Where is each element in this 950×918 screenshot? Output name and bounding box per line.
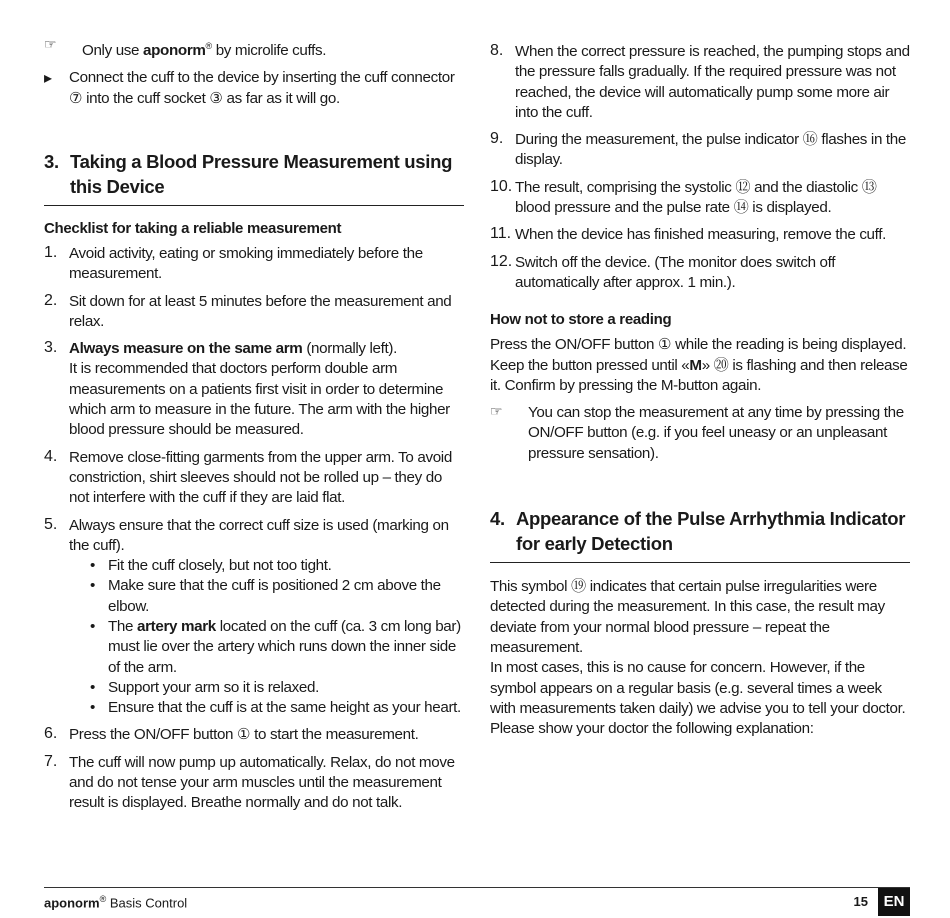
item-text: Switch off the device. (The monitor does switch off automatically after approx. 1 min.). (515, 253, 836, 291)
item-number: 8. (490, 42, 504, 59)
list-item (44, 292, 464, 333)
list-item (490, 42, 910, 123)
list-item (490, 225, 910, 245)
note1-text-a: Only use (82, 42, 144, 60)
item-text: When the device has finished measuring, remove the cuff. (515, 226, 886, 244)
item-number: 1. (44, 243, 58, 261)
page-number: 15 (853, 894, 868, 909)
dot-icon: • (90, 577, 95, 595)
note-row (490, 403, 910, 464)
artery-mark-bold: artery mark (137, 618, 216, 635)
store-paragraph: Press the ON/OFF button ① while the reading is being displayed. Keep the button pressed until «M» ⑳ is flashing and then release it. Confirm by pressing the M-button again. (490, 336, 908, 394)
page-footer (44, 887, 910, 911)
item-text: Sit down for at least 5 minutes before the measurement and relax. (69, 292, 452, 330)
item-text: It is recommended that doctors perform double arm measurements on a patients first visit in order to determine which arm to measure in the future. The arm with the higher blood pressure should be measured. (69, 360, 450, 439)
section-4-heading (490, 506, 910, 563)
item-number: 7. (44, 752, 58, 770)
item-number: 6. (44, 725, 58, 743)
section-4-number: 4. (490, 508, 505, 530)
list-item (490, 253, 910, 294)
right-column (490, 42, 910, 739)
footer-product: aponorm® Basis Control (44, 894, 188, 911)
stop-measurement-note: You can stop the measurement at any time by pressing the ON/OFF button (e.g. if you feel uneasy or an unpleasant pressure sensation). (528, 404, 904, 462)
section-3-number: 3. (44, 150, 59, 172)
item-number: 5. (44, 515, 58, 533)
list-item (44, 339, 464, 440)
item-text: Press the ON/OFF button ① to start the measurement. (69, 726, 419, 744)
list-item (44, 516, 464, 719)
list-item: • Fit the cuff closely, but not too tight. (90, 556, 464, 576)
item-text: The cuff will now pump up automatically. Relax, do not move and do not tense your arm muscles until the measurement result is displayed. Breathe normally and do not talk. (69, 753, 455, 812)
checklist-title: Checklist for taking a reliable measurement (44, 219, 342, 237)
section-3-heading (44, 149, 464, 206)
item-text: Remove close-fitting garments from the upper arm. To avoid constriction, shirt sleeves should not be rolled up – they do not interfere with the cuff if they are laid flat. (69, 448, 452, 507)
pointing-hand-icon: ☞ (490, 403, 503, 420)
m-bold: M (689, 356, 702, 374)
arrhythmia-paragraph-1: This symbol ⑲ indicates that certain pulse irregularities were detected during the measurement. In this case, the result may deviate from your normal blood pressure – repeat the measurement. (490, 578, 885, 656)
list-item: • Ensure that the cuff is at the same height as your heart. (90, 698, 464, 718)
list-item: • Support your arm so it is relaxed. (90, 678, 464, 698)
list-item (44, 244, 464, 285)
same-arm-bold: Always measure on the same arm (69, 340, 303, 358)
item-text: During the measurement, the pulse indicator ⑯ flashes in the display. (515, 131, 906, 169)
connect-cuff-text: Connect the cuff to the device by inserting the cuff connector ⑦ into the cuff socket ③ as far as it will go. (69, 69, 455, 107)
item-number: 9. (490, 130, 504, 148)
arrow-row (44, 68, 464, 109)
item-text: (normally left). (302, 340, 397, 358)
dot-icon: • (90, 678, 95, 696)
left-column (44, 36, 464, 814)
list-item: • The artery mark located on the cuff (ca. 3 cm long bar) must lie over the artery which runs down the inner side of the arm. (90, 617, 464, 678)
list-item: • Make sure that the cuff is positioned 2 cm above the elbow. (90, 576, 464, 617)
footer-brand: aponorm (44, 895, 100, 911)
cuff-bullet-list (90, 556, 464, 718)
pointing-hand-icon: ☞ (44, 36, 57, 52)
section-4-title: Appearance of the Pulse Arrhythmia Indicator for early Detection (516, 508, 906, 555)
item-number: 2. (44, 291, 58, 309)
item-text: When the correct pressure is reached, the pumping stops and the pressure falls gradually. If the required pressure was not reached, the device will automatically pump some more air into the cuff. (515, 43, 910, 121)
item-text: The result, comprising the systolic ⑫ and the diastolic ⑬ blood pressure and the pulse rate ⑭ is displayed. (515, 178, 877, 217)
arrhythmia-paragraph-2: In most cases, this is no cause for concern. However, if the symbol appears on a regular basis (e.g. several times a week with measurements taken daily) we advise you to tell your doctor. (490, 659, 906, 717)
item-text: Avoid activity, eating or smoking immediately before the measurement. (69, 244, 423, 283)
dot-icon: • (90, 618, 95, 635)
list-item (44, 448, 464, 509)
dot-icon: • (90, 699, 95, 717)
item-number: 4. (44, 447, 58, 465)
list-item (490, 178, 910, 219)
note-row (44, 36, 464, 61)
list-item (44, 725, 464, 745)
item-number: 3. (44, 339, 58, 357)
item-number: 12. (490, 252, 513, 270)
arrhythmia-paragraph-3: Please show your doctor the following explanation: (490, 720, 814, 738)
list-item (490, 130, 910, 171)
section-3-title: Taking a Blood Pressure Measurement using this Device (70, 150, 453, 197)
note1-text-c: by microlife cuffs. (211, 42, 327, 60)
note1-reg: ® (205, 41, 212, 51)
store-title: How not to store a reading (490, 311, 672, 329)
item-text: Always ensure that the correct cuff size is used (marking on the cuff). (69, 516, 449, 554)
item-number: 10. (490, 177, 513, 195)
note1-brand: aponorm (143, 42, 206, 60)
language-badge: EN (878, 888, 910, 916)
item-number: 11. (490, 225, 512, 243)
list-item (44, 753, 464, 814)
dot-icon: • (90, 557, 95, 575)
arrow-bullet-icon: ▸ (44, 70, 53, 88)
